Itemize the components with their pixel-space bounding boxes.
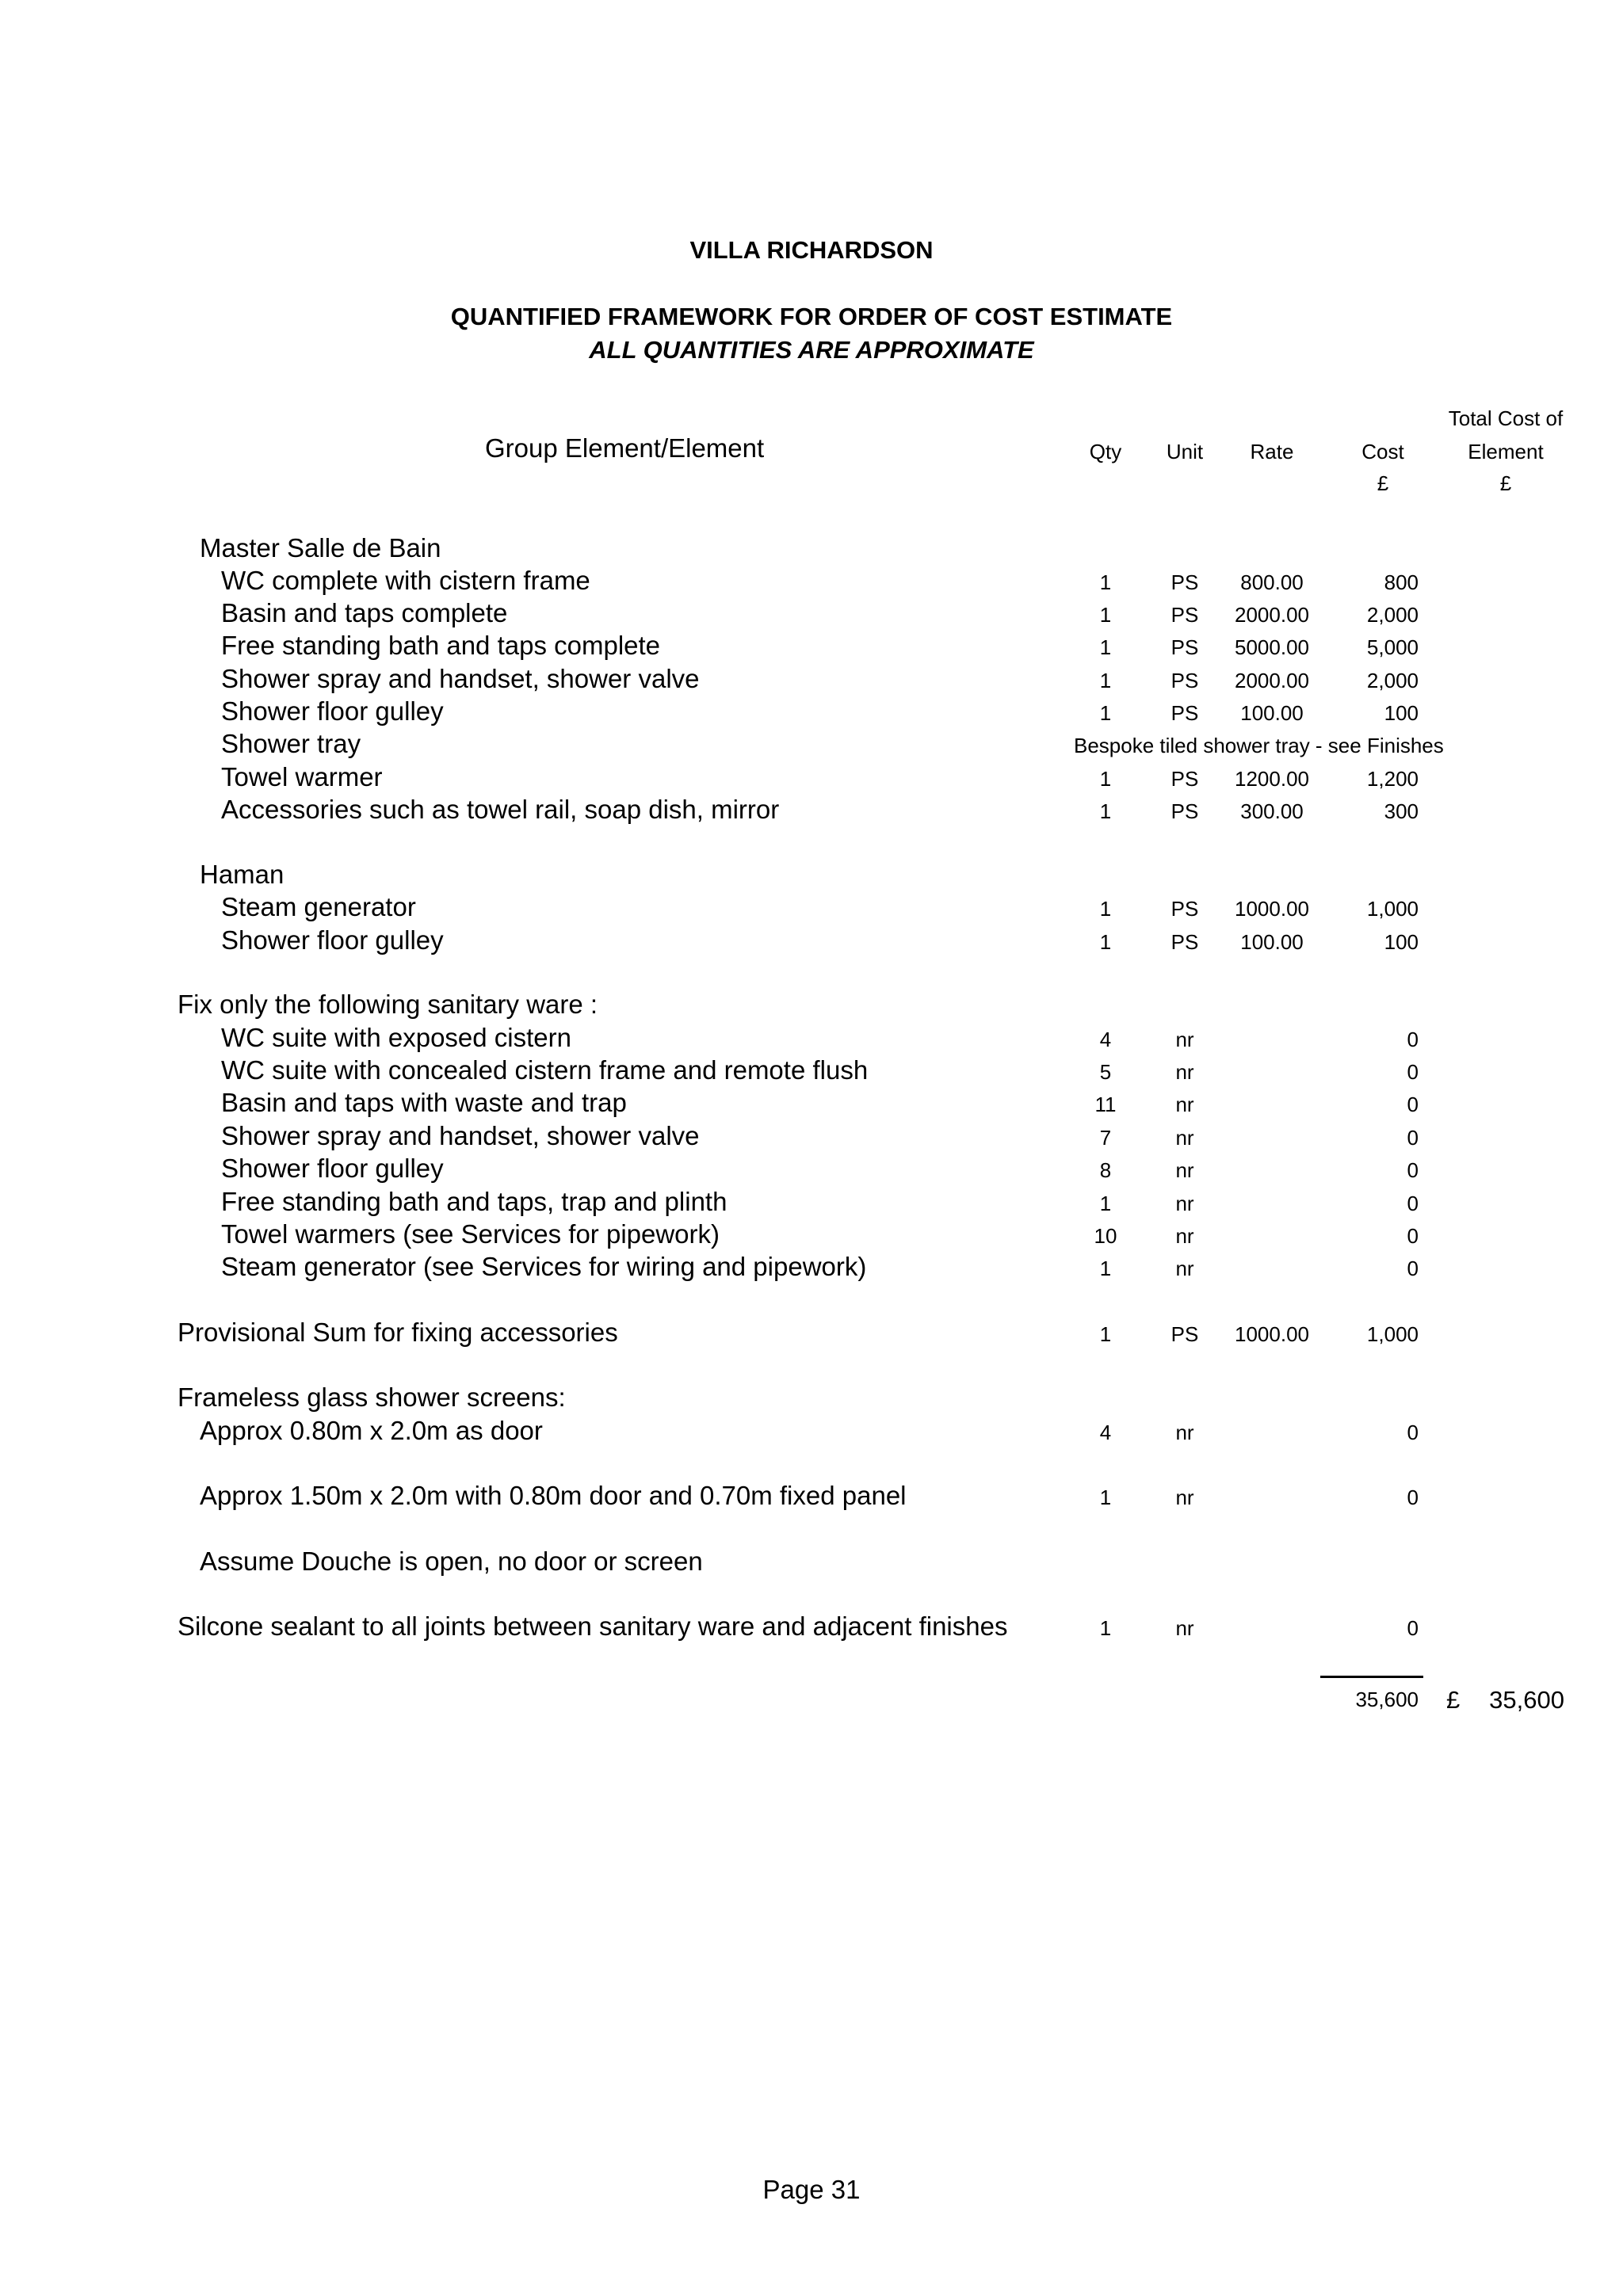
row-cost: 0 [1407,1028,1419,1051]
row-description: Towel warmers (see Services for pipework) [221,1219,720,1249]
row-qty: 8 [1099,1158,1112,1182]
column-header-cost: Cost [1361,440,1404,463]
row-description: WC complete with cistern frame [221,566,590,595]
row-description: Free standing bath and taps, trap and plinth [221,1187,727,1216]
row-description: WC suite with concealed cistern frame and remote flush [221,1055,869,1085]
row-description: Provisional Sum for fixing accessories [178,1318,618,1347]
row-cost: 0 [1407,1093,1419,1116]
project-title: VILLA RICHARDSON [689,236,934,264]
row-rate: 1000.00 [1235,1322,1309,1346]
row-unit: nr [1175,1257,1194,1280]
row-qty: 4 [1099,1028,1112,1051]
row-unit: PS [1170,767,1199,791]
row-description: Frameless glass shower screens: [178,1383,566,1412]
row-unit: PS [1170,669,1199,692]
total-currency-symbol: £ [1446,1686,1461,1714]
row-qty: 1 [1099,1192,1112,1215]
row-unit: nr [1175,1192,1194,1215]
row-qty: 11 [1094,1093,1117,1116]
row-unit: PS [1170,799,1199,823]
row-qty: 1 [1099,570,1112,594]
row-unit: nr [1175,1421,1194,1444]
row-cost: 800 [1384,570,1419,594]
row-qty: 1 [1099,635,1112,659]
column-header-unit: Unit [1166,440,1204,463]
row-qty: 1 [1099,897,1112,921]
row-unit: nr [1175,1028,1194,1051]
row-rate: 5000.00 [1235,635,1309,659]
row-description: Towel warmer [221,762,383,791]
row-rate: 2000.00 [1235,669,1309,692]
row-cost: 0 [1407,1158,1419,1182]
row-cost: 0 [1407,1257,1419,1280]
row-unit: PS [1170,1322,1199,1346]
row-qty: 1 [1099,1257,1112,1280]
row-description: Fix only the following sanitary ware : [178,990,598,1019]
row-description: Shower tray [221,729,361,758]
row-cost: 100 [1384,930,1419,954]
row-cost: 1,000 [1366,1322,1419,1346]
row-description: Master Salle de Bain [200,533,441,563]
row-qty: 1 [1099,767,1112,791]
row-unit: PS [1170,701,1199,725]
page-number: Page 31 [762,2175,861,2204]
row-cost: 0 [1407,1126,1419,1150]
column-header-rate: Rate [1250,440,1294,463]
row-unit: nr [1175,1224,1194,1248]
column-header-total-line2: Element [1468,440,1544,463]
row-qty: 1 [1099,799,1112,823]
row-cost: 100 [1384,701,1419,725]
row-qty: 5 [1099,1060,1112,1084]
row-description: Free standing bath and taps complete [221,631,661,660]
row-cost: 0 [1407,1616,1419,1640]
column-header-cost-currency: £ [1377,471,1389,495]
column-header-total-line1: Total Cost of [1448,406,1564,430]
row-description: Approx 1.50m x 2.0m with 0.80m door and 0.70m fixed panel [200,1481,907,1510]
column-header-qty: Qty [1089,440,1122,463]
row-description: Basin and taps with waste and trap [221,1088,627,1117]
row-description: Shower floor gulley [221,925,444,955]
row-qty: 1 [1099,1486,1112,1509]
row-cost: 0 [1407,1421,1419,1444]
row-cost: 0 [1407,1486,1419,1509]
row-description: WC suite with exposed cistern [221,1023,572,1052]
element-total: 35,600 [1489,1686,1564,1714]
row-rate: 100.00 [1240,701,1304,725]
row-cost: 2,000 [1366,669,1419,692]
row-qty: 1 [1099,930,1112,954]
row-description: Assume Douche is open, no door or screen [200,1547,703,1576]
row-cost: 2,000 [1366,603,1419,627]
row-unit: PS [1170,897,1199,921]
row-unit: nr [1175,1616,1194,1640]
row-qty: 1 [1099,603,1112,627]
row-cost: 0 [1407,1192,1419,1215]
row-qty: 1 [1099,701,1112,725]
row-qty: 1 [1099,1322,1112,1346]
row-cost: 1,000 [1366,897,1419,921]
row-description: Haman [200,860,285,889]
row-rate: 300.00 [1240,799,1304,823]
row-unit: PS [1170,635,1199,659]
row-qty: 10 [1094,1224,1117,1248]
row-unit: nr [1175,1158,1194,1182]
row-cost: 5,000 [1366,635,1419,659]
cost-total: 35,600 [1355,1688,1419,1711]
row-unit: nr [1175,1060,1194,1084]
row-description: Shower spray and handset, shower valve [221,1121,700,1150]
row-description: Basin and taps complete [221,598,508,627]
column-header-total-currency: £ [1499,471,1512,495]
row-description: Steam generator [221,892,416,921]
row-description: Silcone sealant to all joints between sanitary ware and adjacent finishes [178,1611,1008,1641]
row-rate: 100.00 [1240,930,1304,954]
row-description: Approx 0.80m x 2.0m as door [200,1416,543,1445]
row-rate: 2000.00 [1235,603,1309,627]
row-cost: 0 [1407,1060,1419,1084]
row-cost: 0 [1407,1224,1419,1248]
row-cost: 300 [1384,799,1419,823]
row-unit: nr [1175,1093,1194,1116]
row-rate: 1200.00 [1235,767,1309,791]
row-description: Shower floor gulley [221,696,444,726]
row-qty: 1 [1099,1616,1112,1640]
row-description: Accessories such as towel rail, soap dish, mirror [221,795,780,824]
row-qty: 7 [1099,1126,1112,1150]
row-description: Shower floor gulley [221,1154,444,1183]
column-header-element: Group Element/Element [485,433,765,463]
row-unit: nr [1175,1126,1194,1150]
row-qty: 1 [1099,669,1112,692]
row-note: Bespoke tiled shower tray - see Finishes [1074,734,1444,757]
row-unit: PS [1170,603,1199,627]
document-subtitle: ALL QUANTITIES ARE APPROXIMATE [589,336,1034,364]
row-rate: 800.00 [1240,570,1304,594]
row-unit: PS [1170,930,1199,954]
row-unit: PS [1170,570,1199,594]
row-qty: 4 [1099,1421,1112,1444]
row-description: Shower spray and handset, shower valve [221,664,700,693]
row-unit: nr [1175,1486,1194,1509]
row-rate: 1000.00 [1235,897,1309,921]
row-description: Steam generator (see Services for wiring and pipework) [221,1252,867,1281]
total-rule [1320,1676,1423,1678]
row-cost: 1,200 [1366,767,1419,791]
document-title: QUANTIFIED FRAMEWORK FOR ORDER OF COST ESTIMATE [450,303,1173,330]
